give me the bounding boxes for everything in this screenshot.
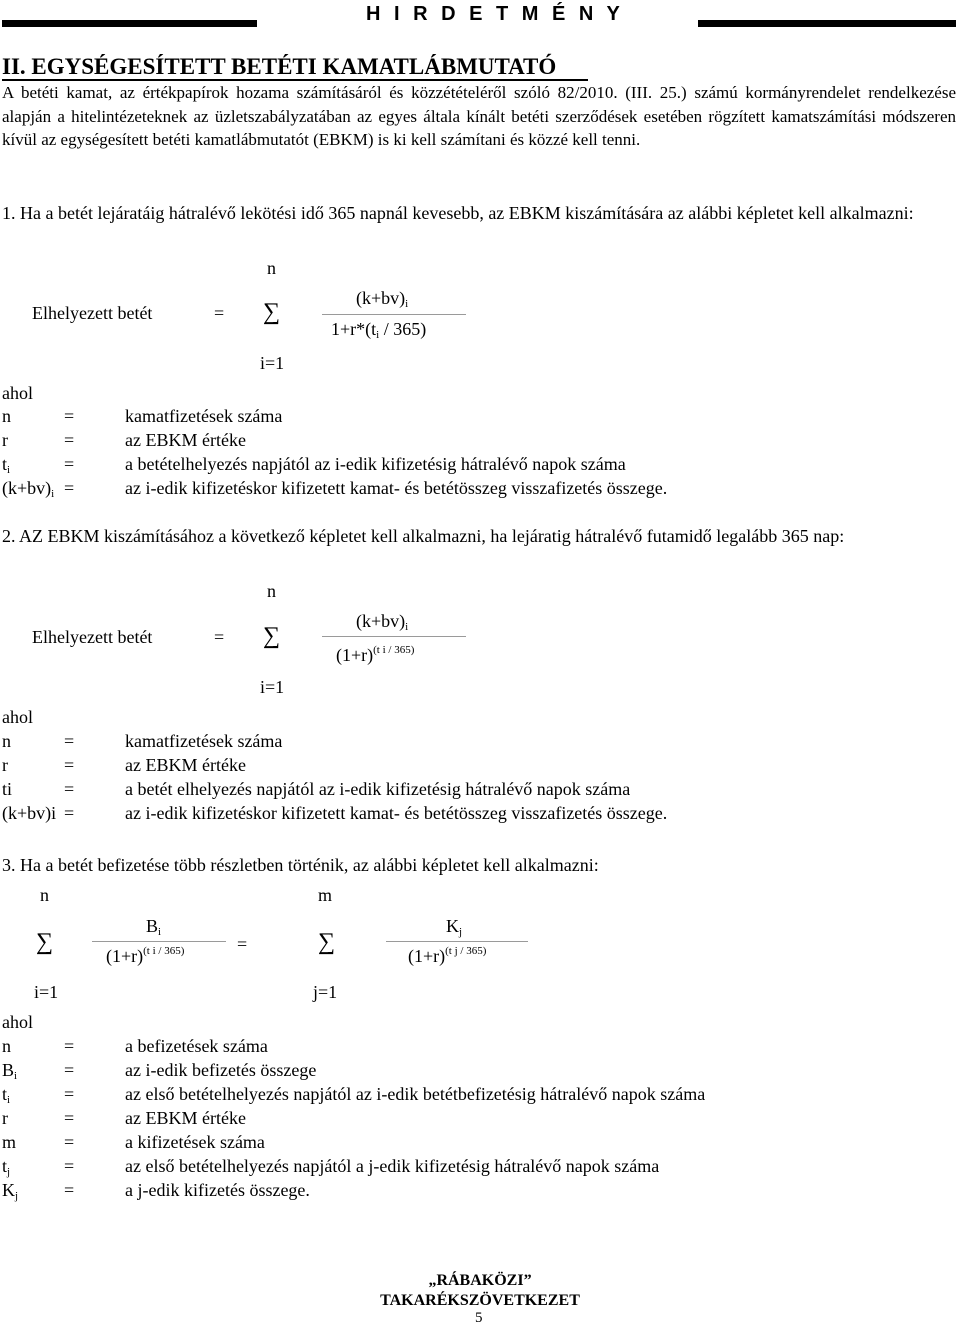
case1-def-symbol: $(k+bv)_i$ xyxy=(2,478,55,500)
case2-ahol: ahol xyxy=(2,707,33,727)
case1-denominator: $1+r*(t_i / 365)$ xyxy=(331,319,427,341)
case2-lhs: Elhelyezett betét xyxy=(32,627,153,647)
case3-left-denominator: $(1+r)^{(t i / 365)}$ xyxy=(106,945,185,966)
header-bar-left xyxy=(2,20,257,27)
case3-def-equals: = xyxy=(64,1084,75,1104)
case3-def-equals: = xyxy=(64,1108,75,1128)
case2-def-text: a betét elhelyezés napjától az i-edik kifizetésig hátralévő napok száma xyxy=(125,779,631,799)
case1-def-equals: = xyxy=(64,406,75,426)
case3-left-sigma: ∑ xyxy=(36,929,54,955)
case2-text: 2. AZ EBKM kiszámításához a következő képletet kell alkalmazni, ha lejáratig hátralévő futamidő legalább 365 nap: xyxy=(2,526,845,546)
case1-def-text: az i-edik kifizetéskor kifizetett kamat- és betétösszeg visszafizetés összege. xyxy=(125,478,668,498)
case3-def-symbol: $t_j$ xyxy=(2,1156,11,1178)
case1-def-symbol: n xyxy=(2,406,11,426)
case2-sigma: ∑ xyxy=(263,623,281,649)
case3-def-equals: = xyxy=(64,1180,75,1200)
header-bar-right xyxy=(698,20,956,27)
case3-def-equals: = xyxy=(64,1036,75,1056)
case3-ahol: ahol xyxy=(2,1012,33,1032)
case3-def-text: a j-edik kifizetés összege. xyxy=(125,1180,310,1200)
case1-text: 1. Ha a betét lejáratáig hátralévő lekötési idő 365 napnál kevesebb, az EBKM kiszámítására az alábbi képletet kell alkalmazni: xyxy=(2,203,914,223)
intro-paragraph: A betéti kamat, az értékpapírok hozama számításáról és közzétételéről szóló 82/2010. (III. 25.) számú kormányrendelet rendelkezése alapján a hitelintézeteknek az üzletszabályzatában az egyes általa kínált betéti szerződések esetében rögzített kamatszámítási módszeren kívül az egységesített betéti kamatlábmutatót (EBKM) is ki kell számítani és közzé kell tenni. xyxy=(2,83,956,149)
case3-def-symbol: $K_j$ xyxy=(2,1180,19,1202)
case3-right-lower: j=1 xyxy=(313,982,338,1002)
case1-ahol: ahol xyxy=(2,383,33,403)
case3-left-fraction-line xyxy=(92,941,226,942)
case1-def-text: a betételhelyezés napjától az i-edik kifizetésig hátralévő napok száma xyxy=(125,454,626,474)
case3-text: 3. Ha a betét befizetése több részletben történik, az alábbi képletet kell alkalmazni: xyxy=(2,855,599,875)
case2-def-equals: = xyxy=(64,755,75,775)
case1-sum-lower: i=1 xyxy=(260,353,285,373)
case2-numerator: $(k+bv)_i$ xyxy=(356,611,409,633)
case3-equals: = xyxy=(237,934,248,954)
case1-numerator: $(k+bv)_i$ xyxy=(356,288,409,310)
case3-def-text: a kifizetések száma xyxy=(125,1132,265,1152)
footer-org-line1: „RÁBAKÖZI” xyxy=(428,1272,532,1289)
case2-def-symbol: ti xyxy=(2,779,13,799)
case3-def-symbol: n xyxy=(2,1036,11,1056)
case3-def-text: az első betételhelyezés napjától az i-edik betétbefizetésig hátralévő napok száma xyxy=(125,1084,706,1104)
case2-def-symbol: n xyxy=(2,731,11,751)
case1-sum-upper: n xyxy=(267,258,276,278)
case2-sum-lower: i=1 xyxy=(260,677,285,697)
case3-def-equals: = xyxy=(64,1060,75,1080)
case2-def-text: kamatfizetések száma xyxy=(125,731,283,751)
header-title: H I R D E T M É N Y xyxy=(366,3,624,25)
case3-left-numerator: $B_i$ xyxy=(146,916,162,938)
case2-def-equals: = xyxy=(64,779,75,799)
case1-def-equals: = xyxy=(64,454,75,474)
case2-equals: = xyxy=(214,627,225,647)
case2-def-symbol: r xyxy=(2,755,8,775)
case1-equals: = xyxy=(214,303,225,323)
case2-def-text: az EBKM értéke xyxy=(125,755,246,775)
case3-right-upper: m xyxy=(318,885,333,905)
case1-def-text: kamatfizetések száma xyxy=(125,406,283,426)
case2-fraction-line xyxy=(322,636,466,637)
case1-def-equals: = xyxy=(64,430,75,450)
case3-right-denominator: $(1+r)^{(t j / 365)}$ xyxy=(408,945,487,966)
case3-def-symbol: $t_i$ xyxy=(2,1084,11,1106)
case1-def-equals: = xyxy=(64,478,75,498)
page-number: 5 xyxy=(475,1310,483,1326)
case1-fraction-line xyxy=(322,314,466,315)
case3-left-lower: i=1 xyxy=(34,982,59,1002)
case3-def-text: az EBKM értéke xyxy=(125,1108,246,1128)
case2-denominator: $(1+r)^{(t i / 365)}$ xyxy=(336,644,415,665)
case3-def-symbol: m xyxy=(2,1132,17,1152)
case3-def-text: az i-edik befizetés összege xyxy=(125,1060,317,1080)
case2-def-text: az i-edik kifizetéskor kifizetett kamat- és betétösszeg visszafizetés összege. xyxy=(125,803,668,823)
case3-def-text: a befizetések száma xyxy=(125,1036,268,1056)
case2-sum-upper: n xyxy=(267,581,276,601)
case1-lhs: Elhelyezett betét xyxy=(32,303,153,323)
case3-def-equals: = xyxy=(64,1156,75,1176)
case3-right-numerator: $K_j$ xyxy=(446,916,463,938)
case3-def-equals: = xyxy=(64,1132,75,1152)
case3-right-fraction-line xyxy=(386,941,528,942)
case2-def-equals: = xyxy=(64,731,75,751)
case1-def-symbol: r xyxy=(2,430,8,450)
case3-def-symbol: r xyxy=(2,1108,8,1128)
case2-def-symbol: (k+bv)i xyxy=(2,803,57,823)
case3-right-sigma: ∑ xyxy=(318,929,336,955)
case1-def-text: az EBKM értéke xyxy=(125,430,246,450)
footer-org-line2: TAKARÉKSZÖVETKEZET xyxy=(380,1292,580,1309)
section-title: II. EGYSÉGESÍTETT BETÉTI KAMATLÁBMUTATÓ xyxy=(2,54,557,79)
case3-left-upper: n xyxy=(40,885,49,905)
case3-def-text: az első betételhelyezés napjától a j-edik kifizetésig hátralévő napok száma xyxy=(125,1156,660,1176)
case1-def-symbol: $t_i$ xyxy=(2,454,11,476)
case3-def-symbol: $B_i$ xyxy=(2,1060,18,1082)
case1-sigma: ∑ xyxy=(263,299,281,325)
case2-def-equals: = xyxy=(64,803,75,823)
